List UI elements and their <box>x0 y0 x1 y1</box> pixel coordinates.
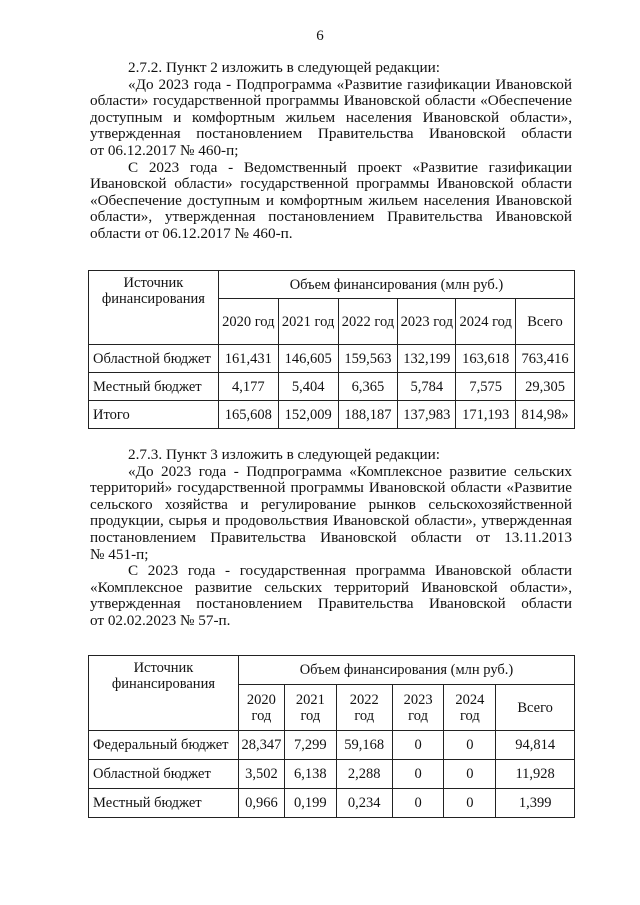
cell: 188,187 <box>338 401 398 429</box>
section-2-p2-line: «Комплексное развитие сельских территорий Ивановской области», <box>90 578 572 596</box>
cell: 7,575 <box>456 373 516 401</box>
cell: 159,563 <box>338 345 398 373</box>
cell: 165,608 <box>218 401 278 429</box>
year-header: 2021 год <box>278 299 338 345</box>
cell: 29,305 <box>516 373 575 401</box>
row-label: Областной бюджет <box>89 345 219 373</box>
cell: 171,193 <box>456 401 516 429</box>
section-2-p2-line: от 02.02.2023 № 57-п. <box>90 611 231 629</box>
page-number: 6 <box>316 28 324 44</box>
section-2-p1-line: территорий» государственной программы Ивановской области «Развитие <box>90 479 572 497</box>
table-row <box>89 401 575 429</box>
row-label: Федеральный бюджет <box>89 731 239 760</box>
cell: 0 <box>392 789 444 818</box>
cell: 0 <box>444 789 496 818</box>
financing-table-2 <box>88 655 575 818</box>
cell: 0 <box>392 731 444 760</box>
cell: 1,399 <box>496 789 575 818</box>
section-2-p2-line: утвержденная постановлением Правительства Ивановской области <box>90 595 572 613</box>
section-1-p2-line: области от 06.12.2017 № 460-п. <box>90 224 293 242</box>
row-label: Областной бюджет <box>89 760 239 789</box>
section-1-p1-line: утвержденная постановлением Правительства Ивановской области <box>90 125 572 143</box>
cell: 5,784 <box>398 373 456 401</box>
cell: 0 <box>444 760 496 789</box>
section-1-p2-line: Ивановской области» государственной программы Ивановской области <box>90 175 572 193</box>
cell: 146,605 <box>278 345 338 373</box>
cell: 6,138 <box>284 760 336 789</box>
cell: 28,347 <box>238 731 284 760</box>
cell: 137,983 <box>398 401 456 429</box>
cell: 6,365 <box>338 373 398 401</box>
section-2-text <box>90 447 572 630</box>
row-label: Местный бюджет <box>89 789 239 818</box>
table-row <box>89 373 575 401</box>
year-header: 2023 год <box>392 685 444 731</box>
section-2-p1-line: сельского хозяйства и регулирование рынков сельскохозяйственной <box>90 495 572 513</box>
table-row <box>89 760 575 789</box>
year-header: 2024 год <box>456 299 516 345</box>
cell: 763,416 <box>516 345 575 373</box>
section-1-p1-line: «До 2023 года - Подпрограмма «Развитие газификации Ивановской <box>128 75 572 93</box>
source-header: Источник финансирования <box>89 271 219 345</box>
cell: 2,288 <box>336 760 392 789</box>
cell: 152,009 <box>278 401 338 429</box>
row-label: Местный бюджет <box>89 373 219 401</box>
cell: 94,814 <box>496 731 575 760</box>
cell: 7,299 <box>284 731 336 760</box>
cell: 163,618 <box>456 345 516 373</box>
year-header: 2022 год <box>336 685 392 731</box>
cell: 4,177 <box>218 373 278 401</box>
financing-table-1 <box>88 270 575 429</box>
total-header: Всего <box>496 685 575 731</box>
section-1-p2-line: С 2023 года - Ведомственный проект «Развитие газификации <box>128 158 572 176</box>
section-2-heading: 2.7.3. Пункт 3 изложить в следующей редакции: <box>128 446 441 463</box>
section-2-p1-line: постановлением Правительства Ивановской области от 13.11.2013 <box>90 528 572 546</box>
cell: 814,98» <box>516 401 575 429</box>
year-header: 2024 год <box>444 685 496 731</box>
section-1-p2-line: «Обеспечение доступным и комфортным жильем населения Ивановской <box>90 191 572 209</box>
table-row <box>89 731 575 760</box>
row-label: Итого <box>89 401 219 429</box>
section-2-p1-line: «До 2023 года - Подпрограмма «Комплексное развитие сельских <box>128 462 572 480</box>
cell: 3,502 <box>238 760 284 789</box>
year-header: 2021 год <box>284 685 336 731</box>
cell: 0,199 <box>284 789 336 818</box>
cell: 0 <box>392 760 444 789</box>
section-2-p1-line: № 451-п; <box>90 545 149 563</box>
table-row <box>89 345 575 373</box>
cell: 0,234 <box>336 789 392 818</box>
table-row <box>89 789 575 818</box>
cell: 0 <box>444 731 496 760</box>
total-header: Всего <box>516 299 575 345</box>
section-1-p1-line: от 06.12.2017 № 460-п; <box>90 141 239 159</box>
cell: 161,431 <box>218 345 278 373</box>
section-1-p2-line: области», утвержденная постановлением Правительства Ивановской <box>90 208 572 226</box>
year-header: 2022 год <box>338 299 398 345</box>
year-header: 2020 год <box>218 299 278 345</box>
year-header: 2020 год <box>238 685 284 731</box>
cell: 11,928 <box>496 760 575 789</box>
year-header: 2023 год <box>398 299 456 345</box>
cell: 5,404 <box>278 373 338 401</box>
section-1-heading: 2.7.2. Пункт 2 изложить в следующей редакции: <box>128 59 441 76</box>
section-1-p1-line: области» государственной программы Ивановской области «Обеспечение <box>90 92 572 110</box>
section-1-text <box>90 60 572 243</box>
cell: 0,966 <box>238 789 284 818</box>
cell: 132,199 <box>398 345 456 373</box>
section-1-p1-line: доступным и комфортным жильем населения Ивановской области», <box>90 108 572 126</box>
cell: 59,168 <box>336 731 392 760</box>
source-header: Источник финансирования <box>89 656 239 731</box>
volume-header: Объем финансирования (млн руб.) <box>218 271 574 299</box>
section-2-p2-line: С 2023 года - государственная программа Ивановской области <box>128 562 572 580</box>
volume-header: Объем финансирования (млн руб.) <box>238 656 574 685</box>
section-2-p1-line: продукции, сырья и продовольствия Ивановской области», утвержденная <box>90 512 572 530</box>
